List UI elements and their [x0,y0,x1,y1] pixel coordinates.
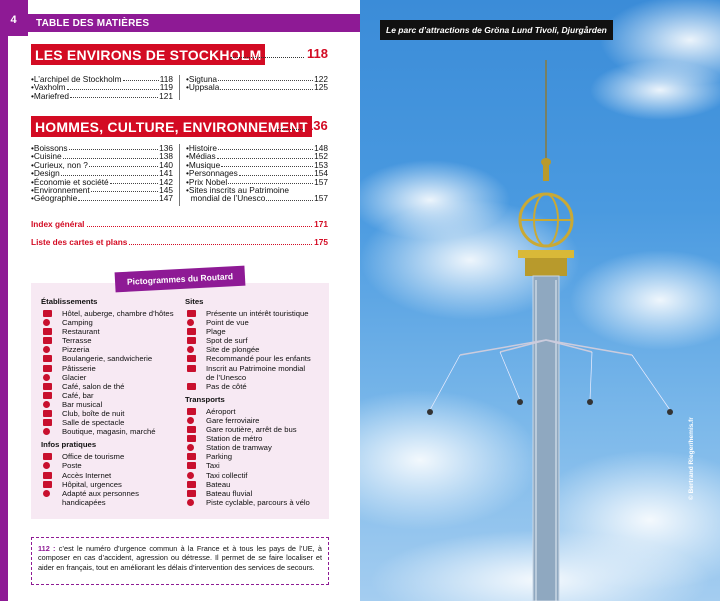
toc-entry-label: Cuisine [33,151,62,162]
toc-entry-label: Uppsala [188,82,220,93]
dots [221,161,313,167]
legend-item [41,471,181,480]
legend-item [185,345,325,354]
pictogram-symbol [43,490,50,497]
bullet: • [31,159,34,170]
legend-item [41,418,181,427]
legend-item-label: Pâtisserie [62,363,96,373]
toc-entry-label: Mariefred [33,90,69,101]
legend-item-label: Station de métro [206,434,263,444]
toc-entry[interactable] [31,194,173,202]
toc-entry-label: Histoire [188,143,218,153]
pictogram-symbol [187,426,196,433]
page-edge-strip [0,36,8,601]
legend-item-label: Boulangerie, sandwicherie [62,354,153,364]
legend-item-label: Hôpital, urgences [62,479,122,489]
bullet: • [186,82,189,93]
legend-item-label: Recommandé pour les enfants [206,354,311,364]
legend-item [41,373,181,382]
pictogram-symbol [43,419,52,426]
pictogram-symbol [43,365,52,372]
legend-item [41,409,181,418]
section-title: LES ENVIRONS DE STOCKHOLM [31,44,265,65]
pictogram-symbol [43,392,52,399]
bullet: • [186,151,189,162]
legend-item-label: Poste [62,461,82,471]
legend-item [41,382,181,391]
dots [129,237,312,245]
pictogram-symbol [187,472,194,479]
legend-item-label: Terrasse [62,336,92,346]
column-divider [179,144,180,206]
pictogram-symbol [43,355,52,362]
legend-item [185,461,325,470]
toc-entry-label: Environnement [33,185,90,196]
pictogram-symbol [187,328,196,335]
bullet: • [186,74,189,84]
legend-item-label: Site de plongée [206,345,260,355]
legend-item-label: Piste cyclable, parcours à vélo [206,497,310,507]
bullet: • [31,176,34,187]
toc-entry-label: Prix Nobel [188,176,228,187]
header-title: TABLE DES MATIÈRES [36,18,150,29]
dots [217,152,314,158]
tower-neck [543,165,549,181]
legend-item-label: Bateau [206,479,231,489]
legend-item [185,443,325,452]
toc-entry-label: Vaxholm [33,82,66,93]
legend-item [41,480,181,489]
pictogram-icon [185,498,206,509]
pictogram-symbol [187,462,196,469]
legend-item-label: Accès Internet [62,470,112,480]
pictogram-symbol [43,481,52,488]
cloud [590,60,720,120]
tower-platform [518,250,574,258]
bullet: • [31,82,34,93]
toc-entry-page: 154 [314,168,328,179]
legend-item [185,382,325,391]
pictogram-symbol [187,490,196,497]
legend-item [185,364,325,373]
dots [89,161,158,167]
legend-item [41,427,181,436]
cloud [360,390,540,530]
toc-entry[interactable] [31,92,173,100]
pictogram-symbol [187,346,194,353]
legend-item-label: Gare ferroviaire [206,415,260,425]
bullet: • [31,151,34,162]
pictogram-symbol [43,383,52,390]
toc-entry-page: 121 [159,90,173,101]
toc-entry-label: L’archipel de Stockholm [33,74,122,84]
legend-item [185,452,325,461]
pictogram-symbol [43,319,50,326]
legend-group-title: Transports [185,394,225,404]
dots [218,75,313,81]
dots [110,178,159,184]
legend-item [185,354,325,363]
dots [87,219,313,227]
toc-entry[interactable] [186,83,328,91]
bullet: • [31,74,34,84]
swing-rider [587,399,593,405]
section-title: HOMMES, CULTURE, ENVIRONNEMENT [31,116,312,137]
legend-item-label: Taxi [206,461,220,471]
swing-chain [500,352,520,400]
pictogram-icon [185,364,206,375]
legend-item [41,391,181,400]
pictogram-symbol [187,408,196,415]
pictogram-symbol [187,481,196,488]
toc-entry-page: 152 [314,151,328,162]
legend-item-label: Spot de surf [206,336,248,346]
legend-item-label: Club, boîte de nuit [62,409,125,419]
section-dots [230,56,304,58]
legend-item-label: Présente un intérêt touristique [206,309,309,318]
note-text: c’est le numéro d’urgence commun à la France et à tous les pays de l’UE, à composer en cas d’accident, agression ou détresse. Il permet de se faire localiser et aider en français, tout en améliorant les délais d’intervention des services de secours. [38,544,322,572]
toc-entry-page: 138 [159,151,173,162]
legend-item-label: Bar musical [62,399,103,409]
legend-item-label: Pas de côté [206,381,247,391]
pictogram-symbol [43,410,52,417]
dots [70,92,158,98]
legend-group-title: Établissements [41,297,98,306]
toc-entry-label: Musique [188,159,221,170]
pictogram-symbol [187,365,196,372]
toc-entry-page: 145 [159,185,173,196]
pictogram-icon [41,489,62,500]
pictogram-symbol [187,417,194,424]
swing-chain [590,352,592,400]
legend-group-title: Infos pratiques [41,440,97,450]
page-number: 4 [10,14,17,26]
index-general-page: 171 [314,219,328,229]
toc-entry-page: 125 [314,82,328,93]
bullet: • [31,90,34,101]
pictogram-symbol [43,310,52,317]
pictogram-icon [185,382,206,393]
legend-column-left [41,297,181,511]
dots [220,83,313,89]
toc-entry-label: mondial de l’Unesco [190,193,266,204]
dots [218,144,313,150]
toc-entry-page: 118 [159,74,173,84]
legend-item [185,318,325,327]
toc-entry-page: 147 [159,193,173,204]
bullet: • [186,143,189,153]
legend-item [41,309,181,318]
toc-entry-page: 119 [159,82,173,93]
pictogram-symbol [187,383,196,390]
section-dots [276,128,303,130]
legend-item [185,471,325,480]
section-page: 136 [306,118,328,133]
legend-item-label: Parking [206,452,233,462]
legend-item [41,327,181,336]
toc-entry-label: Économie et société [33,176,109,187]
legend-item [41,364,181,373]
bullet: • [186,185,189,196]
pictogram-symbol [43,472,52,479]
legend-item-label: Camping [62,318,93,328]
toc-entry[interactable] [186,194,328,202]
emergency-note [31,537,329,585]
pictogram-icon [41,427,62,438]
legend-item [41,318,181,327]
legend-item-label: Adapté aux personnes [62,488,139,498]
pictogram-symbol [187,337,196,344]
toc-entry-label: Boissons [33,143,68,153]
pictogram-symbol [187,355,196,362]
photo-caption: Le parc d’attractions de Gröna Lund Tivoli, Djurgården [380,20,613,40]
legend-item [185,327,325,336]
pictogram-symbol [43,337,52,344]
header-bar [27,14,360,32]
liste-cartes-label: Liste des cartes et plans [31,237,128,247]
legend-item-label: Boutique, magasin, marché [62,427,156,437]
legend-item-label: Café, salon de thé [62,381,125,391]
toc-entry-page: 157 [314,176,328,187]
toc-entry-page: 141 [159,168,173,179]
swing-rider [667,409,673,415]
legend-item [185,373,325,382]
toc-entry-label: Sites inscrits au Patrimoine [188,185,289,196]
pictogram-symbol [43,328,52,335]
pictogram-symbol [187,435,196,442]
legend-item-label: Hôtel, auberge, chambre d’hôtes [62,309,174,318]
toc-entry-label: Sigtuna [188,74,218,84]
toc-entry-label: Curieux, non ? [33,159,88,170]
toc-entry-page: 142 [159,176,173,187]
bullet: • [31,168,34,179]
swing-chain [632,355,670,410]
pictogram-symbol [187,319,194,326]
legend-item [185,407,325,416]
toc-entry-page: 153 [314,159,328,170]
legend-item-label: Gare routière, arrêt de bus [206,425,297,435]
legend-item [41,452,181,461]
tower-platform-base [525,258,567,276]
legend-item-label: Glacier [62,372,87,382]
toc-entry-page: 140 [159,159,173,170]
legend-group-title: Sites [185,297,204,306]
index-general-link[interactable] [31,219,328,229]
toc-entry-label: Géographie [33,193,78,204]
swing-rider [517,399,523,405]
legend-item [185,309,325,318]
legend-item [185,336,325,345]
toc-entry-label: Design [33,168,60,179]
legend-item-label: Office de tourisme [62,452,125,462]
dots [91,186,158,192]
bullet: • [186,159,189,170]
pictogram-symbol [187,499,194,506]
legend-item [185,416,325,425]
legend-item [41,400,181,409]
legend-item [41,336,181,345]
legend-title: Pictogrammes du Routard [115,266,246,293]
legend-item [41,461,181,470]
legend-item-label: handicapées [62,497,106,507]
cloud [570,250,720,350]
bullet: • [186,168,189,179]
pictogram-symbol [43,346,50,353]
pictogram-symbol [187,310,196,317]
legend-item-label: Taxi collectif [206,470,248,480]
tower-mast [533,276,559,601]
bullet: • [186,176,189,187]
legend-item-label: Bateau fluvial [206,488,253,498]
dots [266,194,313,200]
toc-column-left [31,75,173,100]
dots [123,75,159,81]
legend-item-label: Aéroport [206,406,236,416]
dots [69,144,159,150]
legend-item [185,425,325,434]
toc-entry-page: 136 [159,143,173,153]
column-divider [179,75,180,100]
dots [78,194,158,200]
dots [67,83,159,89]
pictogram-symbol [187,444,194,451]
pictogram-symbol [43,374,50,381]
tower-illustration [360,0,720,601]
pictogram-symbol [43,428,50,435]
legend-item [41,489,181,498]
spacer [185,507,325,511]
legend-item [185,489,325,498]
section-hommes[interactable] [31,116,312,137]
legend-column-right [185,297,325,511]
spacer [41,507,181,511]
legend-item-label: Station de tramway [206,443,272,453]
legend-item-label: de l’Unesco [206,372,247,382]
legend-item-label: Pizzeria [62,345,90,355]
bullet: • [31,143,34,153]
tower-cap [541,158,551,166]
toc-entry-page: 148 [314,143,328,153]
toc-entry-label: Personnages [188,168,238,179]
photo-credit: © Bertrand Rieger/hemis.fr [688,417,695,500]
bullet: • [31,193,34,204]
toc-column-left [31,144,173,203]
legend-item-label: Café, bar [62,390,94,400]
pictogram-symbol [43,462,50,469]
toc-entry-label: Médias [188,151,216,162]
toc-entry-page: 157 [314,193,328,204]
toc-column-right [186,75,328,92]
dots [239,169,313,175]
legend-item [185,434,325,443]
legend-item [41,354,181,363]
right-page-photo [360,0,720,601]
legend-item-label: Point de vue [206,318,249,328]
legend-item-label: Plage [206,327,226,337]
liste-cartes-page: 175 [314,237,328,247]
index-general-label: Index général [31,219,85,229]
legend-item-label: Inscrit au Patrimoine mondial [206,363,306,373]
legend-item-label: Salle de spectacle [62,418,125,428]
toc-entry-page: 122 [314,74,328,84]
dots [228,178,313,184]
swing-rider [427,409,433,415]
legend-item [41,345,181,354]
legend-item [41,498,181,507]
bullet: • [31,185,34,196]
legend-item [185,480,325,489]
toc-column-right [186,144,328,203]
section-page: 118 [307,46,328,61]
note-number: 112 : [38,544,56,553]
pictogram-symbol [187,453,196,460]
pictogram-symbol [43,453,52,460]
dots [63,152,159,158]
section-environs[interactable] [31,44,265,65]
legend-item [185,498,325,507]
dots [61,169,158,175]
liste-cartes-link[interactable] [31,237,328,247]
legend-item-label: Restaurant [62,327,100,337]
pictogram-symbol [43,401,50,408]
